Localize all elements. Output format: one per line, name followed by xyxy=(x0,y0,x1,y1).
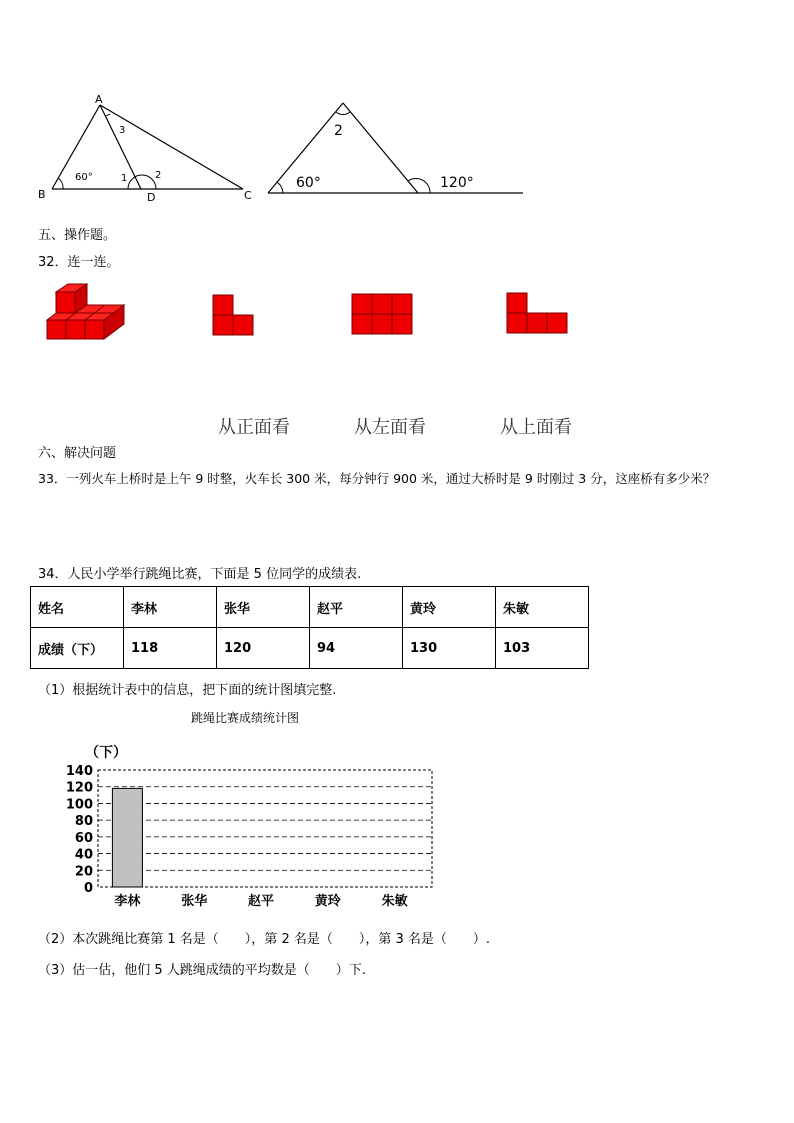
chart-frame xyxy=(98,770,432,887)
chart-title: 跳绳比赛成绩统计图 xyxy=(190,711,300,725)
question-33: 33．一列火车上桥时是上午 9 时整，火车长 300 米，每分钟行 900 米，通过大桥时是 9 时刚过 3 分，这座桥有多少米？ xyxy=(38,471,716,486)
table-header-cell: 李林 xyxy=(124,587,217,628)
question-34-part-3: （3）估一估，他们 5 人跳绳成绩的平均数是（ ）下. xyxy=(38,963,366,978)
y-tick-label: 120 xyxy=(65,780,93,796)
y-axis-unit-label: （下） xyxy=(85,745,127,761)
view-shape-b xyxy=(352,294,412,334)
angle-top-label: 2 xyxy=(334,123,343,139)
bar-chart xyxy=(60,705,460,915)
y-tick-label: 60 xyxy=(74,830,93,846)
vertex-c-label: C xyxy=(244,189,252,202)
table-header-cell: 黄玲 xyxy=(403,587,496,628)
question-32: 32．连一连。 xyxy=(38,255,120,270)
y-tick-label: 140 xyxy=(65,764,93,779)
vertex-d-label: D xyxy=(147,191,156,204)
question-34-part-2: （2）本次跳绳比赛第 1 名是（ ），第 2 名是（ ），第 3 名是（ ）. xyxy=(38,932,491,947)
x-tick-label: 李林 xyxy=(114,894,141,909)
table-header-cell: 姓名 xyxy=(31,587,124,628)
angle-120-label: 120° xyxy=(440,175,474,191)
x-tick-label: 张华 xyxy=(181,894,208,909)
view-label-left: 从左面看 xyxy=(354,417,426,438)
table-cell: 成绩（下） xyxy=(31,628,124,669)
triangle-abc xyxy=(38,93,252,204)
view-label-top: 从上面看 xyxy=(500,417,572,438)
angle-60-label: 60° xyxy=(296,175,321,191)
angle-b-label: 60° xyxy=(75,172,93,183)
geometry-figures xyxy=(0,85,540,210)
y-tick-label: 80 xyxy=(74,814,93,830)
angle-2-label: 2 xyxy=(155,170,162,181)
3d-cube-stack xyxy=(47,284,124,339)
vertex-a-label: A xyxy=(95,93,103,106)
table-row xyxy=(31,587,589,628)
table-cell: 130 xyxy=(403,628,496,669)
y-tick-label: 40 xyxy=(74,847,93,863)
view-label-front: 从正面看 xyxy=(218,417,290,438)
x-tick-label: 朱敏 xyxy=(381,894,408,909)
x-tick-label: 黄玲 xyxy=(314,894,341,909)
vertex-b-label: B xyxy=(38,188,46,201)
question-34-part-1: （1）根据统计表中的信息，把下面的统计图填完整. xyxy=(38,683,337,698)
view-shape-c xyxy=(507,293,567,333)
table-cell: 103 xyxy=(496,628,589,669)
y-tick-label: 20 xyxy=(74,864,93,880)
y-tick-label: 0 xyxy=(83,881,93,896)
table-header-cell: 朱敏 xyxy=(496,587,589,628)
table-row xyxy=(31,628,589,669)
y-tick-label: 100 xyxy=(65,797,93,813)
table-header-cell: 赵平 xyxy=(310,587,403,628)
question-34: 34．人民小学举行跳绳比赛，下面是 5 位同学的成绩表. xyxy=(38,567,362,582)
triangle-exterior-angle xyxy=(268,103,523,193)
x-tick-label: 赵平 xyxy=(247,894,275,909)
angle-1-label: 1 xyxy=(121,173,128,184)
table-cell: 118 xyxy=(124,628,217,669)
table-cell: 120 xyxy=(217,628,310,669)
angle-3-label: 3 xyxy=(119,125,126,136)
table-cell: 94 xyxy=(310,628,403,669)
cube-views xyxy=(40,280,580,345)
section-5-title: 五、操作题。 xyxy=(38,228,117,243)
section-6-title: 六、解决问题 xyxy=(38,446,117,461)
view-shape-a xyxy=(213,295,253,335)
score-table xyxy=(30,586,589,669)
table-header-cell: 张华 xyxy=(217,587,310,628)
bar-1 xyxy=(112,788,142,887)
